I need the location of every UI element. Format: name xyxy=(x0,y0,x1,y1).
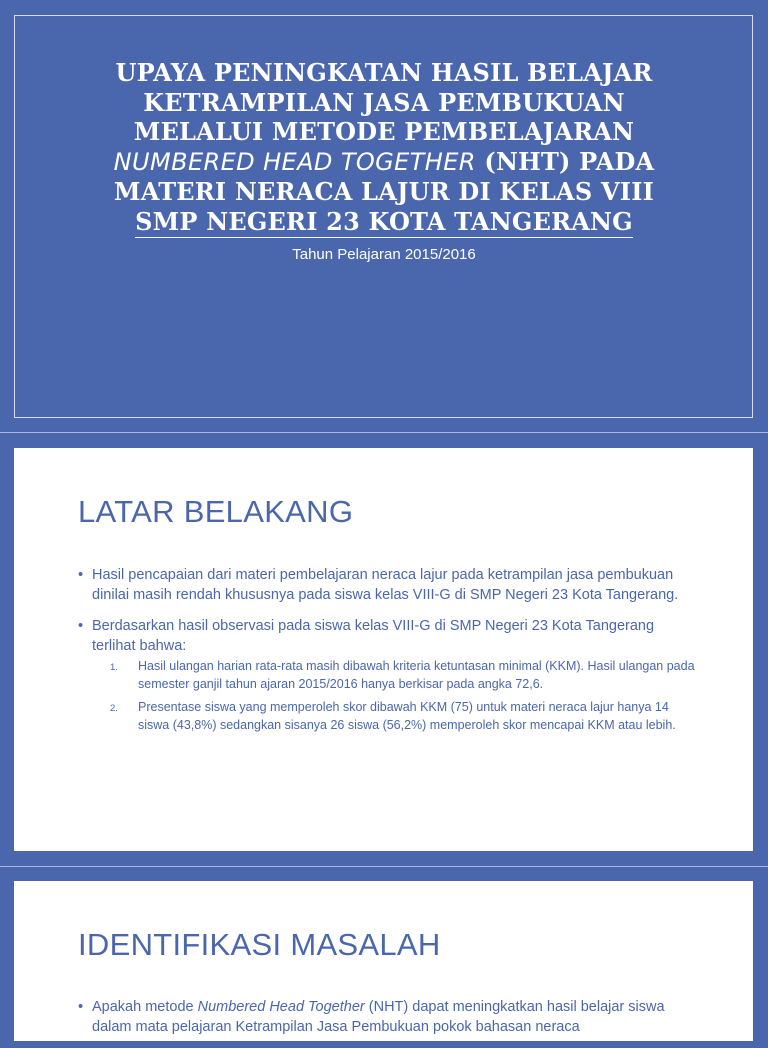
slide-title xyxy=(40,58,728,238)
item-number: 2. xyxy=(110,703,118,714)
bullet-text: Berdasarkan hasil observasi pada siswa kelas VIII-G di SMP Negeri 23 Kota Tangerang terlihat bahwa: xyxy=(92,618,655,654)
slide-subtitle: Tahun Pelajaran 2015/2016 xyxy=(292,246,476,263)
title-line-3: MELALUI METODE PEMBELAJARAN xyxy=(133,117,635,146)
bullet-list xyxy=(78,565,698,745)
bullet-text: Hasil pencapaian dari materi pembelajaran neraca lajur pada ketrampilan jasa pembukuan dinilai masih rendah khususnya pada siswa kelas VIII-G di SMP Negeri 23 Kota Tangerang. xyxy=(92,567,679,603)
item-text: Presentase siswa yang memperoleh skor dibawah KKM (75) untuk materi neraca lajur hanya 14 siswa (43,8%) sedangkan sisanya 26 siswa (56,2%) memperoleh skor mencapai KKM atau lebih. xyxy=(138,700,676,732)
slide-heading: LATAR BELAKANG xyxy=(78,494,354,529)
title-line-2: KETRAMPILAN JASA PEMBUKUAN xyxy=(143,87,625,117)
bullet-text-italic: Numbered Head Together xyxy=(197,999,365,1015)
title-line-6-underlined: SMP NEGERI 23 KOTA TANGERANG xyxy=(135,207,633,239)
bullet-list xyxy=(78,997,698,1048)
title-line-1: UPAYA PENINGKATAN HASIL BELAJAR xyxy=(115,58,653,87)
problem-identification-slide xyxy=(14,881,753,1041)
bullet-dot: • xyxy=(78,567,84,583)
title-line-6 xyxy=(40,207,728,239)
bullet-dot: • xyxy=(78,618,84,634)
title-line-4-rest: (NHT) PADA xyxy=(475,146,655,176)
bullet-text-pre: Apakah metode xyxy=(92,999,198,1015)
bullet-item xyxy=(78,616,698,734)
bullet-text-post: (NHT) dapat meningkatkan hasil belajar siswa dalam mata pelajaran Ketrampilan Jasa Pembukuan pokok bahasan neraca xyxy=(92,999,665,1035)
bullet-item xyxy=(78,997,698,1037)
bullet-dot: • xyxy=(78,999,84,1015)
numbered-sublist xyxy=(92,658,698,734)
numbered-item xyxy=(92,658,698,693)
title-italic-method: NUMBERED HEAD TOGETHER xyxy=(113,147,476,176)
title-line-5: MATERI NERACA LAJUR DI KELAS VIII xyxy=(113,177,655,206)
title-line-4 xyxy=(40,147,728,178)
slide-heading: IDENTIFIKASI MASALAH xyxy=(78,927,441,962)
bullet-item xyxy=(78,565,698,605)
title-slide xyxy=(0,0,768,432)
background-slide xyxy=(14,448,753,851)
item-text: Hasil ulangan harian rata-rata masih dibawah kriteria ketuntasan minimal (KKM). Hasil ulangan pada semester ganjil tahun ajaran 2015/2016 hanya berkisar pada angka 72,6. xyxy=(138,659,695,691)
slide-separator xyxy=(0,432,768,433)
item-number: 1. xyxy=(110,662,118,673)
numbered-item xyxy=(92,699,698,734)
slide-separator xyxy=(0,866,768,867)
